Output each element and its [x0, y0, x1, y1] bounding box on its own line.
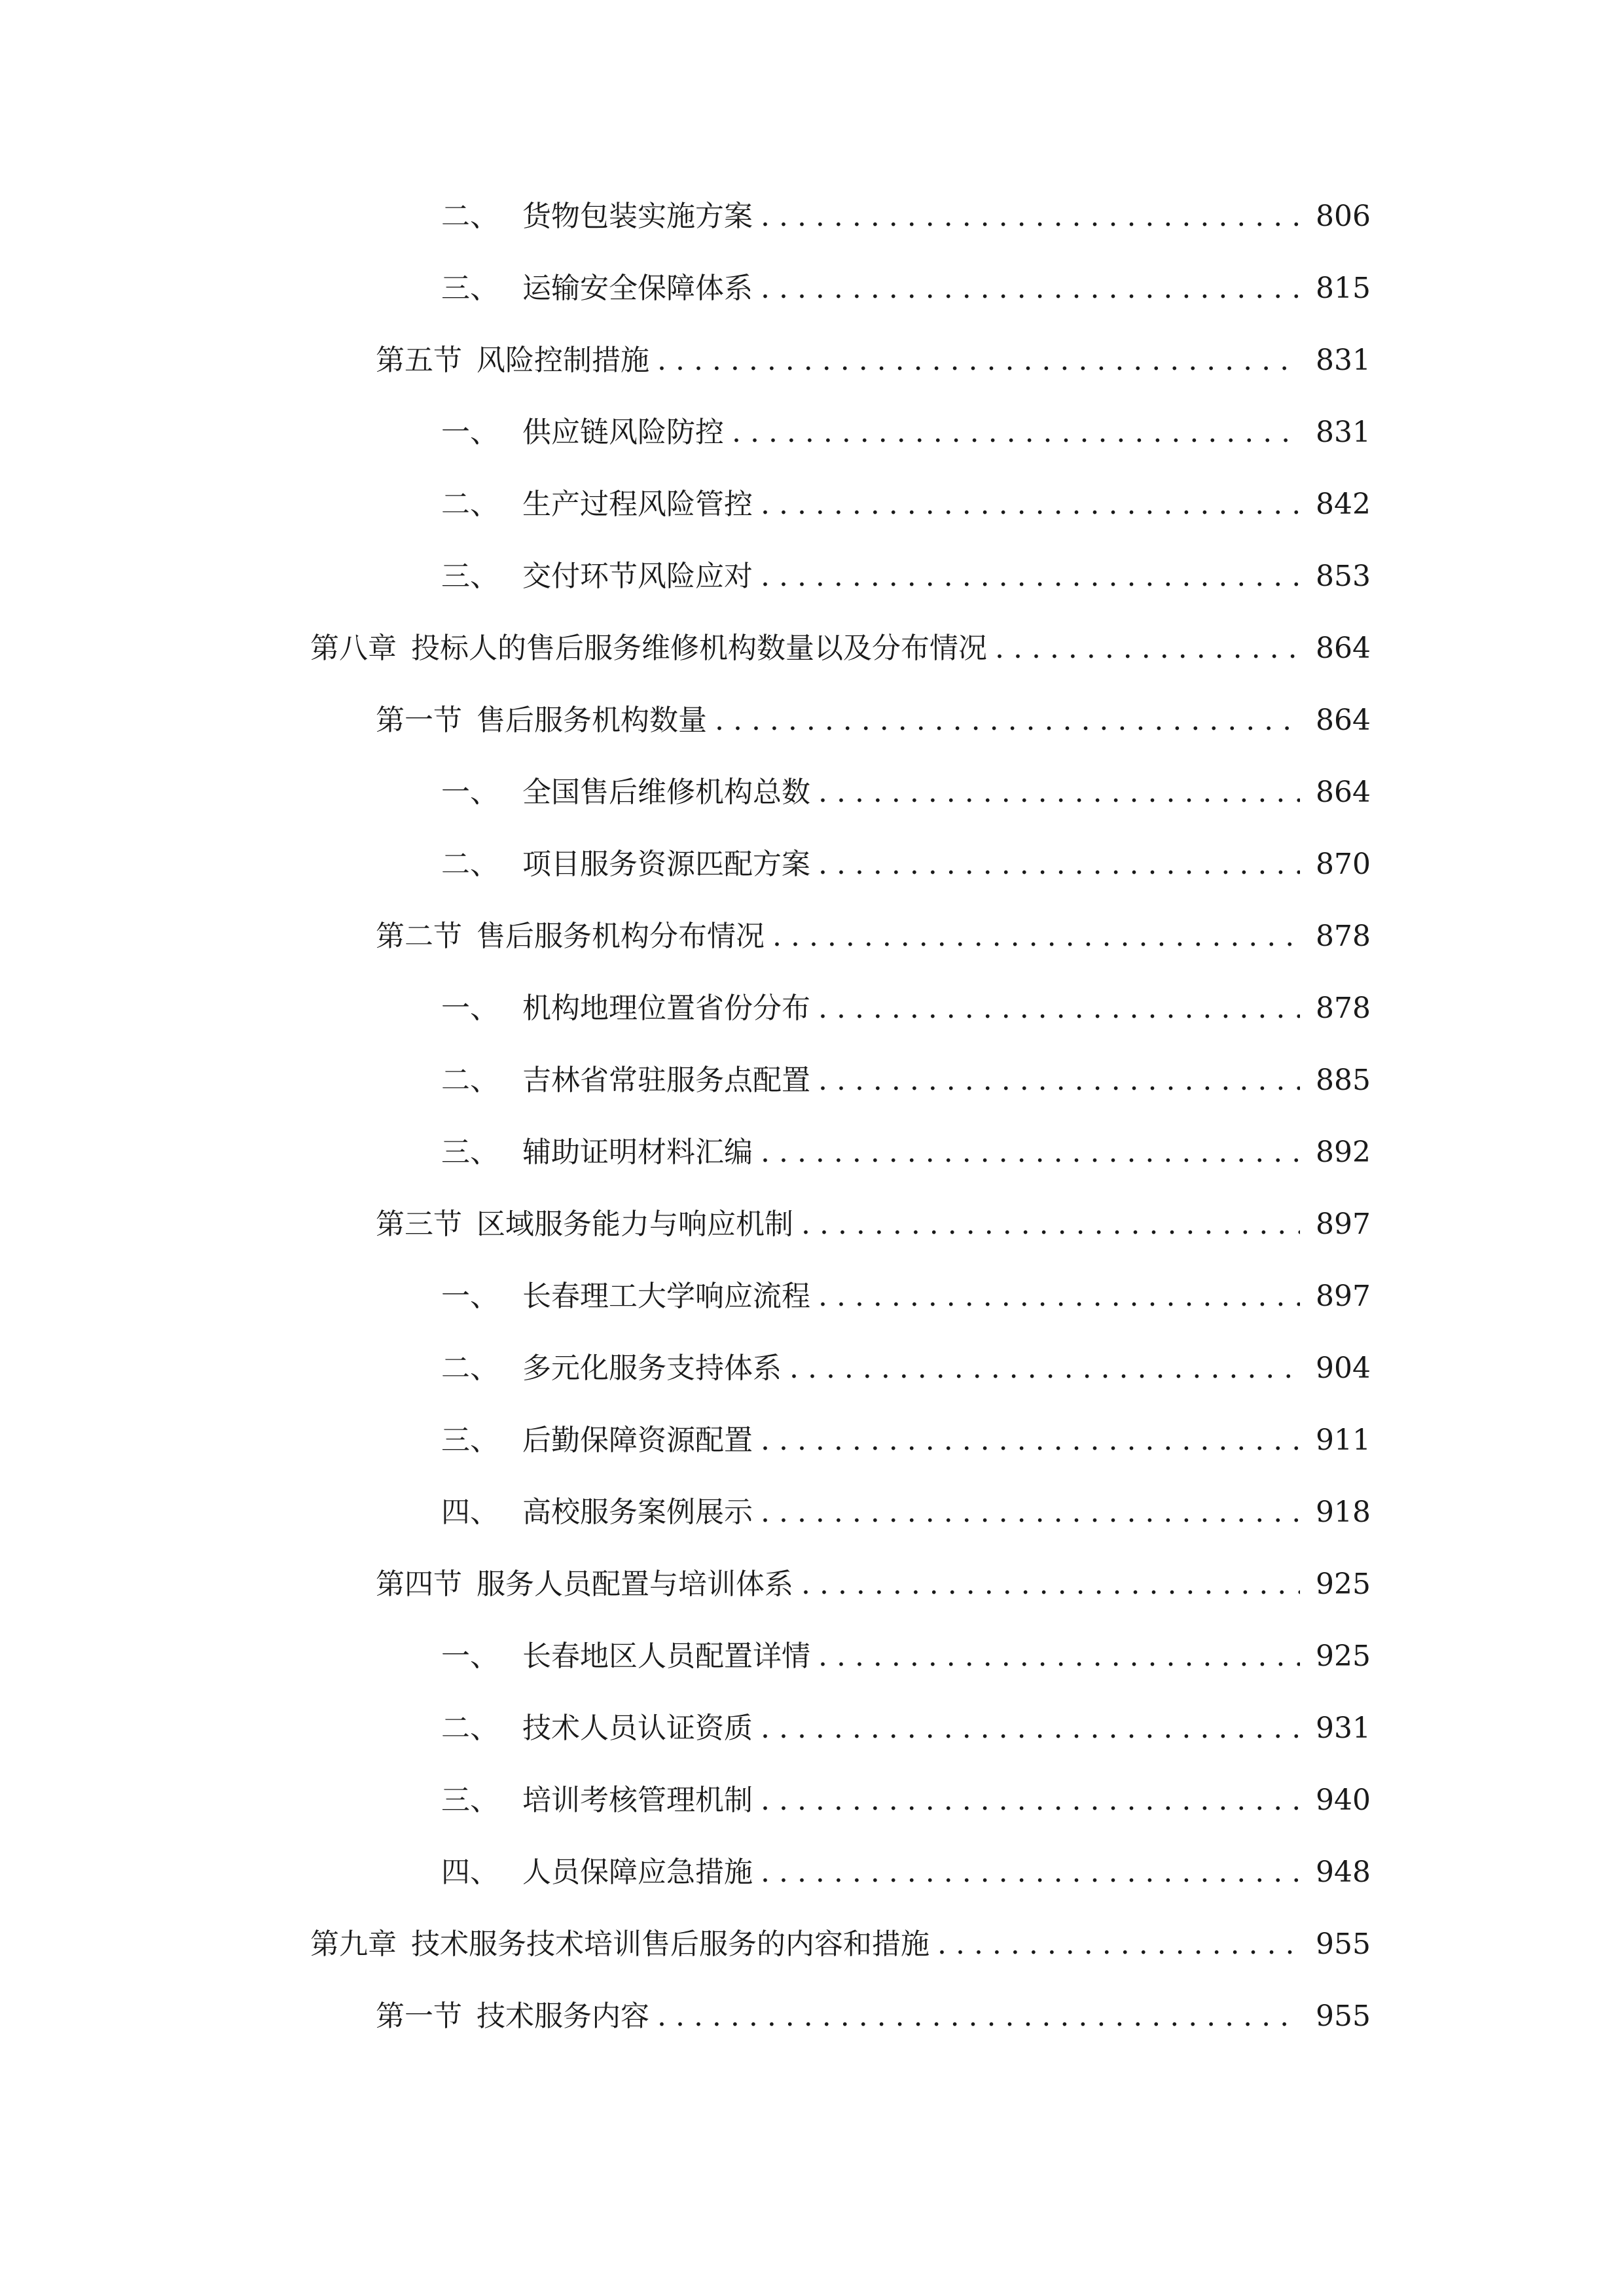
toc-entry[interactable]	[441, 986, 1371, 1031]
toc-entry-number: 一、	[441, 776, 499, 809]
toc-entry[interactable]	[441, 1058, 1371, 1103]
toc-entry-title: 后勤保障资源配置	[522, 1424, 753, 1457]
toc-entry-title: 技术服务技术培训售后服务的内容和措施	[411, 1928, 929, 1961]
dot-leader	[761, 266, 1300, 312]
toc-entry-number: 四、	[441, 1856, 499, 1889]
dot-leader	[761, 1850, 1300, 1895]
toc-entry-page-number: 853	[1316, 560, 1371, 593]
toc-entry-page-number: 831	[1316, 416, 1371, 449]
toc-entry-title: 供应链风险防控	[522, 416, 724, 449]
dot-leader	[761, 482, 1300, 528]
toc-entry-title: 培训考核管理机制	[522, 1784, 753, 1817]
toc-entry[interactable]	[441, 194, 1371, 240]
toc-entry-title: 长春理工大学响应流程	[522, 1280, 810, 1313]
dot-leader	[761, 1130, 1300, 1175]
toc-entry-page-number: 864	[1316, 704, 1371, 737]
toc-entry[interactable]	[441, 770, 1371, 816]
dot-leader	[761, 1706, 1300, 1751]
toc-entry[interactable]	[441, 1490, 1371, 1535]
toc-entry-number: 四、	[441, 1496, 499, 1529]
toc-entry-title: 生产过程风险管控	[522, 488, 753, 521]
toc-entry[interactable]	[441, 482, 1371, 528]
toc-entry-page-number: 931	[1316, 1712, 1371, 1745]
toc-entry[interactable]	[441, 554, 1371, 600]
toc-entry[interactable]	[441, 410, 1371, 456]
toc-entry-number: 二、	[441, 848, 499, 881]
toc-entry-page-number: 918	[1316, 1496, 1371, 1529]
toc-entry[interactable]	[441, 266, 1371, 312]
toc-entry-title: 运输安全保障体系	[522, 272, 753, 305]
toc-entry-title: 服务人员配置与培训体系	[477, 1568, 793, 1601]
toc-entry[interactable]	[441, 1850, 1371, 1895]
toc-entry-page-number: 940	[1316, 1784, 1371, 1817]
toc-entry-title: 风险控制措施	[477, 344, 649, 377]
dot-leader	[818, 986, 1300, 1031]
toc-entry-title: 机构地理位置省份分布	[522, 992, 810, 1025]
toc-entry-page-number: 897	[1316, 1208, 1371, 1241]
toc-entry-number: 三、	[441, 272, 499, 305]
toc-entry[interactable]	[376, 1202, 1371, 1247]
toc-entry-title: 区域服务能力与响应机制	[477, 1208, 793, 1241]
toc-entry-number: 第二节	[376, 920, 462, 953]
toc-entry[interactable]	[376, 1994, 1371, 2039]
toc-entry-page-number: 955	[1316, 2000, 1371, 2033]
toc-entry-title: 全国售后维修机构总数	[522, 776, 810, 809]
dot-leader	[937, 1922, 1300, 1967]
toc-entry[interactable]	[441, 1346, 1371, 1391]
dot-leader	[789, 1346, 1300, 1391]
toc-entry[interactable]	[376, 338, 1371, 384]
toc-entry[interactable]	[376, 1562, 1371, 1607]
toc-entry-title: 投标人的售后服务维修机构数量以及分布情况	[411, 632, 987, 665]
dot-leader	[761, 194, 1300, 240]
toc-entry-page-number: 925	[1316, 1640, 1371, 1673]
dot-leader	[801, 1202, 1300, 1247]
toc-entry-page-number: 911	[1316, 1424, 1371, 1457]
toc-entry-title: 货物包装实施方案	[522, 200, 753, 233]
toc-entry-title: 人员保障应急措施	[522, 1856, 753, 1889]
toc-entry-page-number: 948	[1316, 1856, 1371, 1889]
toc-entry-title: 交付环节风险应对	[522, 560, 753, 593]
dot-leader	[772, 914, 1300, 960]
dot-leader	[818, 1058, 1300, 1103]
dot-leader	[818, 1634, 1300, 1679]
toc-entry-number: 三、	[441, 1424, 499, 1457]
toc-entry-number: 第一节	[376, 704, 462, 737]
toc-entry-number: 二、	[441, 488, 499, 521]
toc-entry-page-number: 864	[1316, 632, 1371, 665]
toc-entry-number: 二、	[441, 200, 499, 233]
toc-entry-page-number: 864	[1316, 776, 1371, 809]
toc-entry-number: 一、	[441, 416, 499, 449]
toc-entry[interactable]	[376, 698, 1371, 744]
toc-entry-page-number: 955	[1316, 1928, 1371, 1961]
toc-entry-title: 技术服务内容	[477, 2000, 649, 2033]
toc-entry-title: 吉林省常驻服务点配置	[522, 1064, 810, 1097]
toc-entry-title: 多元化服务支持体系	[522, 1352, 782, 1385]
dot-leader	[761, 1778, 1300, 1823]
toc-entry-page-number: 904	[1316, 1352, 1371, 1385]
toc-entry-title: 高校服务案例展示	[522, 1496, 753, 1529]
toc-entry[interactable]	[441, 842, 1371, 888]
dot-leader	[995, 626, 1300, 672]
dot-leader	[657, 338, 1300, 384]
toc-entry-page-number: 831	[1316, 344, 1371, 377]
toc-entry-page-number: 892	[1316, 1136, 1371, 1169]
dot-leader	[818, 842, 1300, 888]
toc-entry-number: 第一节	[376, 2000, 462, 2033]
toc-entry[interactable]	[441, 1778, 1371, 1823]
dot-leader	[761, 554, 1300, 600]
toc-entry-title: 长春地区人员配置详情	[522, 1640, 810, 1673]
dot-leader	[732, 410, 1300, 456]
toc-entry[interactable]	[441, 1130, 1371, 1175]
toc-entry[interactable]	[376, 914, 1371, 960]
toc-entry-number: 第九章	[310, 1928, 397, 1961]
toc-entry-number: 三、	[441, 1136, 499, 1169]
dot-leader	[818, 1274, 1300, 1319]
toc-entry-title: 项目服务资源匹配方案	[522, 848, 810, 881]
toc-entry-number: 第八章	[310, 632, 397, 665]
toc-entry-page-number: 806	[1316, 200, 1371, 233]
toc-entry-number: 二、	[441, 1064, 499, 1097]
toc-entry-number: 三、	[441, 1784, 499, 1817]
toc-entry[interactable]	[310, 626, 1371, 672]
toc-entry-title: 售后服务机构数量	[477, 704, 707, 737]
toc-entry-page-number: 842	[1316, 488, 1371, 521]
toc-entry-page-number: 925	[1316, 1568, 1371, 1601]
toc-entry[interactable]	[441, 1274, 1371, 1319]
toc-entry-number: 三、	[441, 560, 499, 593]
toc-entry[interactable]	[441, 1634, 1371, 1679]
toc-entry-number: 第三节	[376, 1208, 462, 1241]
toc-entry-page-number: 897	[1316, 1280, 1371, 1313]
toc-entry-page-number: 815	[1316, 272, 1371, 305]
toc-entry-title: 辅助证明材料汇编	[522, 1136, 753, 1169]
dot-leader	[715, 698, 1300, 744]
toc-entry-number: 第五节	[376, 344, 462, 377]
toc-entry-number: 一、	[441, 1640, 499, 1673]
toc-entry-page-number: 878	[1316, 992, 1371, 1025]
toc-entry-number: 一、	[441, 992, 499, 1025]
toc-entry-page-number: 878	[1316, 920, 1371, 953]
toc-entry-number: 二、	[441, 1352, 499, 1385]
toc-entry-title: 技术人员认证资质	[522, 1712, 753, 1745]
toc-entry-number: 一、	[441, 1280, 499, 1313]
toc-entry[interactable]	[441, 1706, 1371, 1751]
dot-leader	[657, 1994, 1300, 2039]
dot-leader	[761, 1418, 1300, 1463]
toc-entry-page-number: 870	[1316, 848, 1371, 881]
dot-leader	[801, 1562, 1300, 1607]
toc-entry-number: 二、	[441, 1712, 499, 1745]
toc-entry-title: 售后服务机构分布情况	[477, 920, 765, 953]
toc-entry[interactable]	[310, 1922, 1371, 1967]
toc-entry[interactable]	[441, 1418, 1371, 1463]
toc-entry-page-number: 885	[1316, 1064, 1371, 1097]
toc-entry-number: 第四节	[376, 1568, 462, 1601]
dot-leader	[818, 770, 1300, 816]
dot-leader	[761, 1490, 1300, 1535]
